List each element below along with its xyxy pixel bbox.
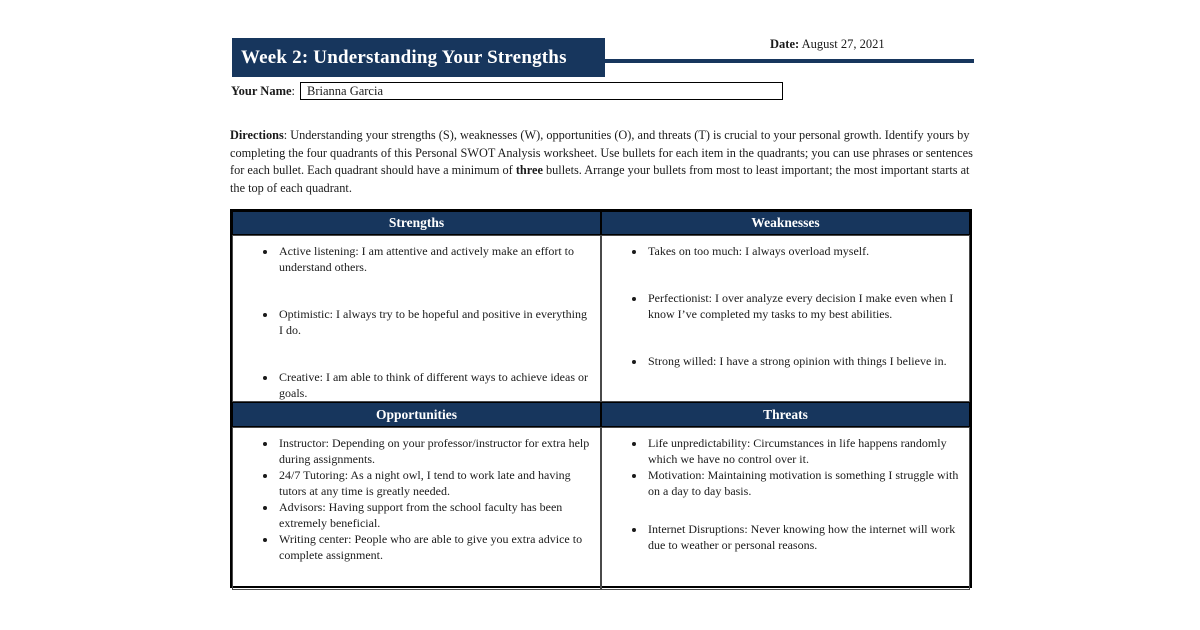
bullet-item: • 24/7 Tutoring: As a night owl, I tend to work late and having tutors at any time is greatly needed. bbox=[277, 467, 590, 499]
bullet-item: • Strong willed: I have a strong opinion with things I believe in. bbox=[646, 353, 959, 369]
date-line bbox=[770, 37, 885, 52]
bullet-item: • Optimistic: I always try to be hopeful and positive in everything I do. bbox=[277, 306, 590, 338]
threats-header bbox=[601, 402, 970, 427]
weaknesses-header bbox=[601, 211, 970, 235]
directions-text-1: : Understanding your strengths (S), weaknesses (W), opportunities (O), and threats (T) is crucial to your personal growth. Identify yours by completing the four quadrants of this Personal SWOT Analysis worksheet. Use bullets for each item in the quadrants; you can use phrases or sentences for each bullet. Each quadrant should have a minimum of bbox=[230, 128, 973, 177]
bullet-item: • Advisors: Having support from the school faculty has been extremely beneficial. bbox=[277, 499, 590, 531]
strengths-header-label: Strengths bbox=[388, 215, 445, 230]
date-label: Date: bbox=[770, 37, 800, 51]
opportunities-header-label: Opportunities bbox=[375, 406, 457, 422]
bullet-item: • Writing center: People who are able to give you extra advice to complete assignment. bbox=[277, 531, 590, 563]
threats-header-label: Threats bbox=[763, 406, 808, 422]
weaknesses-header-label: Weaknesses bbox=[751, 215, 820, 230]
bullet-item: • Takes on too much: I always overload myself. bbox=[646, 243, 959, 259]
strengths-cell[interactable] bbox=[232, 235, 601, 402]
strengths-list bbox=[233, 236, 600, 401]
strengths-header bbox=[232, 211, 601, 235]
weaknesses-cell[interactable] bbox=[601, 235, 970, 402]
swot-table bbox=[230, 209, 972, 588]
directions-bold-three: three bbox=[515, 163, 543, 177]
threats-cell[interactable] bbox=[601, 427, 970, 590]
bullet-item: • Motivation: Maintaining motivation is something I struggle with on a day to day basis. bbox=[646, 467, 959, 499]
bullet-item: • Internet Disruptions: Never knowing how the internet will work due to weather or personal reasons. bbox=[646, 521, 959, 553]
bullet-item: • Active listening: I am attentive and actively make an effort to understand others. bbox=[277, 243, 590, 275]
directions-text-2: bullets. Arrange your bullets from most to least important; the most important starts at the top of each quadrant. bbox=[230, 163, 970, 195]
bullet-item: • Perfectionist: I over analyze every decision I make even when I know I’ve completed my tasks to my best abilities. bbox=[646, 290, 959, 322]
title-banner bbox=[232, 38, 605, 77]
threats-list bbox=[602, 428, 969, 553]
bullet-item: • Creative: I am able to think of different ways to achieve ideas or goals. bbox=[277, 369, 590, 401]
name-label-colon: : bbox=[291, 84, 296, 98]
name-label-text: Your Name bbox=[231, 84, 292, 98]
opportunities-list bbox=[233, 428, 600, 563]
name-input[interactable] bbox=[300, 82, 783, 100]
bullet-item: • Life unpredictability: Circumstances in life happens randomly which we have no control over it. bbox=[646, 435, 959, 467]
directions-paragraph bbox=[230, 127, 974, 197]
weaknesses-list bbox=[602, 236, 969, 369]
page-title: Week 2: Understanding Your Strengths bbox=[241, 46, 567, 68]
bullet-item: • Instructor: Depending on your professor/instructor for extra help during assignments. bbox=[277, 435, 590, 467]
directions-label: Directions bbox=[230, 128, 284, 142]
opportunities-cell[interactable] bbox=[232, 427, 601, 590]
name-label bbox=[231, 84, 295, 99]
header-divider-rule bbox=[604, 59, 974, 63]
date-value: August 27, 2021 bbox=[801, 37, 885, 51]
opportunities-header bbox=[232, 402, 601, 427]
